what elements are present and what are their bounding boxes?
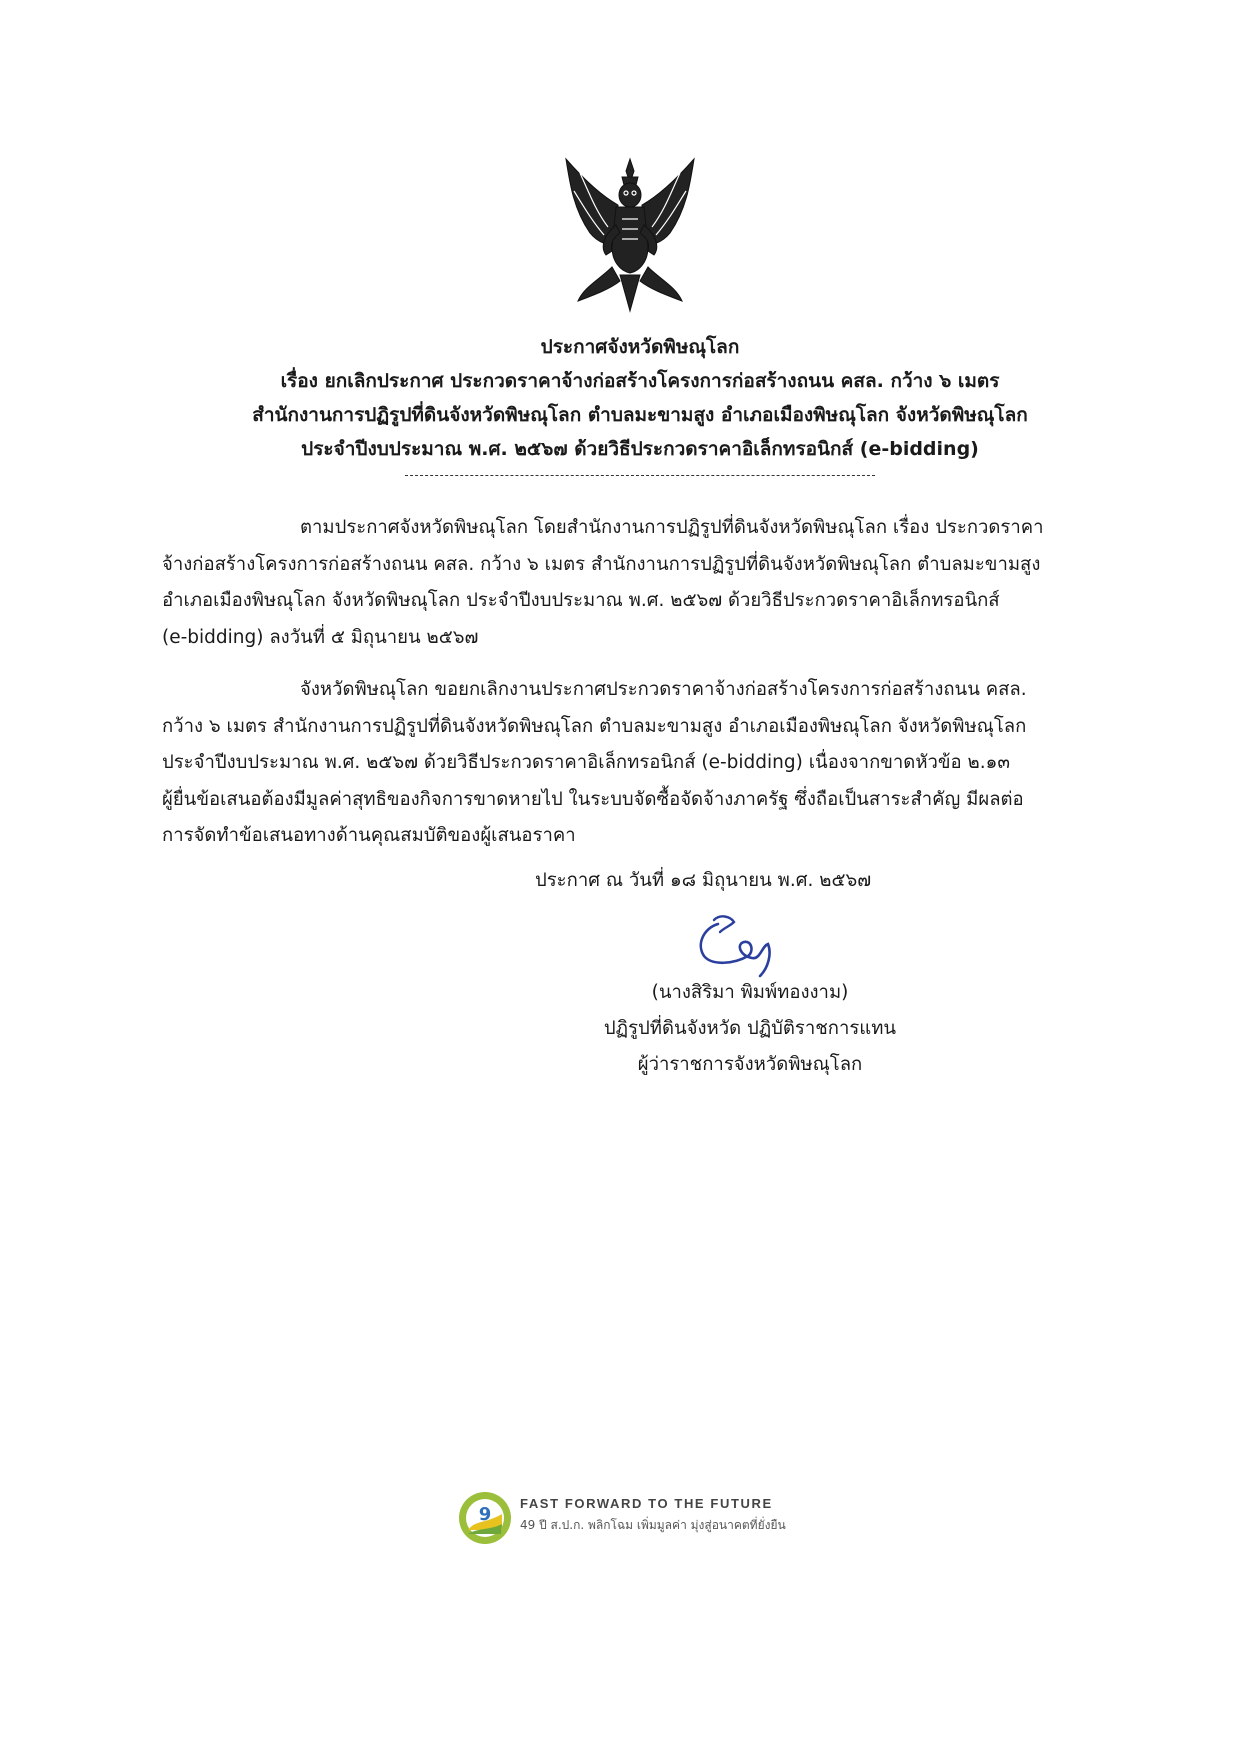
garuda-emblem-icon bbox=[560, 155, 700, 315]
footer-slogan bbox=[520, 1496, 786, 1535]
signatory-name: (นางสิริมา พิมพ์ทองงาม) bbox=[651, 982, 849, 1003]
alro-anniversary-logo-icon bbox=[457, 1490, 513, 1546]
body-paragraph-1 bbox=[162, 510, 1102, 656]
paragraph-line: จ้างก่อสร้างโครงการก่อสร้างถนน คสล. กว้าง ๖ เมตร สำนักงานการปฏิรูปที่ดินจังหวัดพิษณุโลก ตำบลมะขามสูง bbox=[162, 553, 1041, 575]
paragraph-line: การจัดทำข้อเสนอทางด้านคุณสมบัติของผู้เสนอราคา bbox=[162, 825, 576, 846]
subject-line: ประจำปีงบประมาณ พ.ศ. ๒๕๖๗ ด้วยวิธีประกวดราคาอิเล็กทรอนิกส์ (e-bidding) bbox=[301, 438, 979, 460]
announcement-heading bbox=[120, 330, 1160, 466]
signatory-position: ปฏิรูปที่ดินจังหวัด ปฏิบัติราชการแทน bbox=[603, 1018, 897, 1039]
logo-number: 9 bbox=[478, 1504, 492, 1525]
announcement-date: ประกาศ ณ วันที่ ๑๘ มิถุนายน พ.ศ. ๒๕๖๗ bbox=[535, 870, 872, 891]
body-paragraph-2 bbox=[162, 672, 1102, 855]
subject-line: เรื่อง ยกเลิกประกาศ ประกวดราคาจ้างก่อสร้างโครงการก่อสร้างถนน คสล. กว้าง ๖ เมตร bbox=[280, 370, 1000, 392]
signatory-position: ผู้ว่าราชการจังหวัดพิษณุโลก bbox=[637, 1054, 863, 1075]
paragraph-line: อำเภอเมืองพิษณุโลก จังหวัดพิษณุโลก ประจำปีงบประมาณ พ.ศ. ๒๕๖๗ ด้วยวิธีประกวดราคาอิเล็กทรอนิกส์ bbox=[162, 590, 1000, 611]
signatory-block bbox=[540, 975, 960, 1083]
paragraph-line: ประจำปีงบประมาณ พ.ศ. ๒๕๖๗ ด้วยวิธีประกวดราคาอิเล็กทรอนิกส์ (e-bidding) เนื่องจากขาดหัวข้อ ๒.๑๓ bbox=[162, 752, 1011, 773]
dashed-divider bbox=[405, 475, 875, 476]
paragraph-line: (e-bidding) ลงวันที่ ๕ มิถุนายน ๒๕๖๗ bbox=[162, 626, 479, 648]
handwritten-signature bbox=[690, 910, 790, 980]
footer-subtitle: 49 ปี ส.ป.ก. พลิกโฉม เพิ่มมูลค่า มุ่งสู่อนาคตที่ยั่งยืน bbox=[520, 1518, 786, 1532]
paragraph-line: ตามประกาศจังหวัดพิษณุโลก โดยสำนักงานการปฏิรูปที่ดินจังหวัดพิษณุโลก เรื่อง ประกวดราคา bbox=[300, 517, 1044, 538]
paragraph-line: ผู้ยื่นข้อเสนอต้องมีมูลค่าสุทธิของกิจการขาดหายไป ในระบบจัดซื้อจัดจ้างภาครัฐ ซึ่งถือเป็นสาระสำคัญ มีผลต่อ bbox=[162, 788, 1024, 810]
paragraph-line: จังหวัดพิษณุโลก ขอยกเลิกงานประกาศประกวดราคาจ้างก่อสร้างโครงการก่อสร้างถนน คสล. bbox=[300, 679, 1027, 700]
announcement-title: ประกาศจังหวัดพิษณุโลก bbox=[540, 336, 740, 358]
subject-line: สำนักงานการปฏิรูปที่ดินจังหวัดพิษณุโลก ตำบลมะขามสูง อำเภอเมืองพิษณุโลก จังหวัดพิษณุโลก bbox=[252, 404, 1028, 426]
footer-title: FAST FORWARD TO THE FUTURE bbox=[520, 1496, 773, 1511]
paragraph-line: กว้าง ๖ เมตร สำนักงานการปฏิรูปที่ดินจังหวัดพิษณุโลก ตำบลมะขามสูง อำเภอเมืองพิษณุโลก จังหวัดพิษณุโลก bbox=[162, 715, 1027, 737]
